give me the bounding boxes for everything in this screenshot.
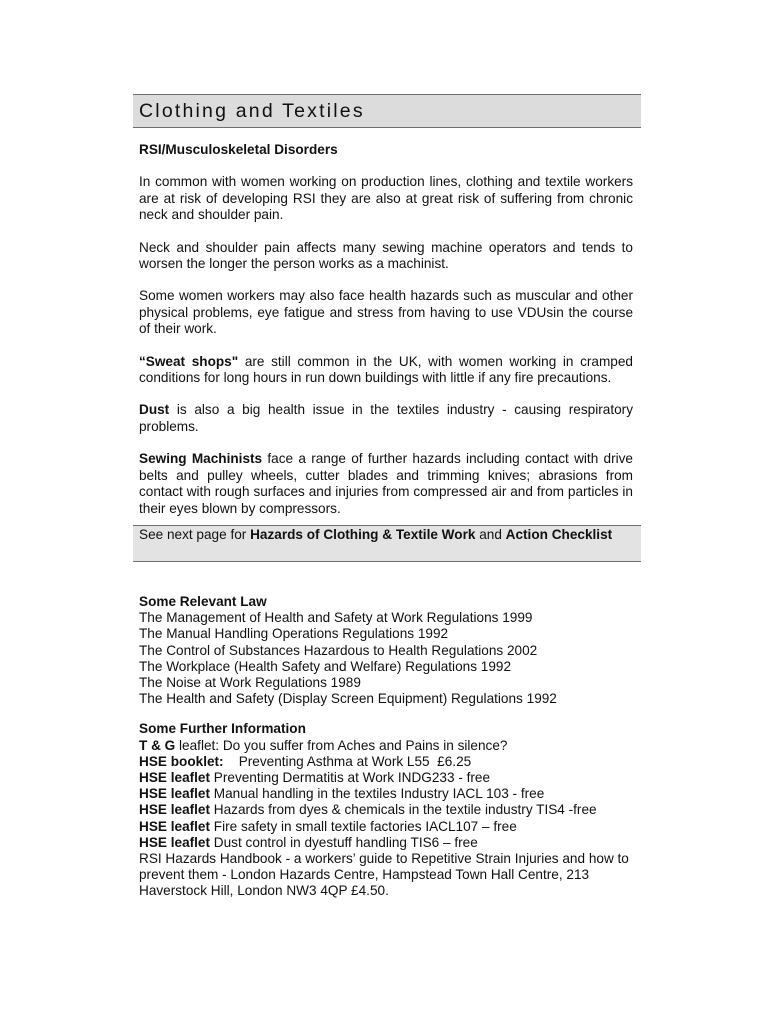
paragraph-sewing-machinists	[139, 451, 633, 517]
document-page	[133, 94, 641, 900]
info-item	[139, 754, 633, 770]
paragraph-dust	[139, 402, 633, 435]
dust-text: is also a big health issue in the textiles industry - causing respiratory problems.	[139, 402, 633, 434]
relevant-law-section	[133, 594, 641, 707]
dust-bold: Dust	[139, 402, 170, 418]
action-checklist-reference: Action Checklist	[505, 526, 613, 542]
info-item-label: HSE leaflet	[139, 834, 211, 850]
info-item-text: Hazards from dyes & chemicals in the textile industry TIS4 -free	[210, 802, 597, 818]
info-item-label: HSE booklet:	[139, 753, 224, 769]
main-content	[133, 142, 641, 517]
rsi-heading: RSI/Musculoskeletal Disorders	[139, 142, 338, 157]
sewing-machinists-bold: Sewing Machinists	[139, 451, 263, 467]
law-item: The Health and Safety (Display Screen Equipment) Regulations 1992	[139, 691, 557, 707]
paragraph-neck-pain: Neck and shoulder pain affects many sewing machine operators and tends to worsen the longer the person works as a machinist.	[139, 239, 633, 272]
sweat-shops-text: are still common in the UK, with women working in cramped conditions for long hours in run down buildings with little if any fire precautions.	[139, 353, 633, 386]
law-item: The Workplace (Health Safety and Welfare) Regulations 1992	[139, 658, 512, 674]
title-bar	[133, 94, 641, 128]
rsi-handbook-reference: RSI Hazards Handbook - a workers’ guide to Repetitive Strain Injuries and how to prevent them - London Hazards Centre, Hampstead Town Hall Centre, 213 Haverstock Hill, London NW3 4QP £4.50.	[139, 850, 629, 899]
info-item-label: HSE leaflet	[139, 802, 211, 818]
paragraph-other-hazards: Some women workers may also face health hazards such as muscular and other physical problems, eye fatigue and stress from having to use VDUsin the course of their work.	[139, 288, 633, 337]
page-title: Clothing and Textiles	[139, 99, 365, 122]
info-item-label: HSE leaflet	[139, 818, 211, 834]
info-item	[139, 835, 633, 851]
info-item-text: Manual handling in the textiles Industry IACL 103 - free	[210, 786, 545, 802]
sewing-machinists-text: face a range of further hazards including contact with drive belts and pulley wheels, cutter blades and trimming knives; abrasions from contact with rough surfaces and injuries from compressed air and from particles in their eyes blown by compressors.	[139, 451, 633, 516]
further-information-section	[133, 721, 641, 899]
see-next-middle: and	[475, 526, 506, 542]
info-item	[139, 802, 633, 818]
law-item: The Control of Substances Hazardous to Health Regulations 2002	[139, 642, 538, 658]
paragraph-rsi-intro: In common with women working on production lines, clothing and textile workers are at risk of developing RSI they are also at great risk of suffering from chronic neck and shoulder pain.	[139, 174, 633, 223]
hazards-reference: Hazards of Clothing & Textile Work	[250, 526, 476, 542]
info-item-label: HSE leaflet	[139, 769, 211, 785]
info-item-text: Preventing Asthma at Work L55 £6.25	[223, 753, 472, 769]
law-heading: Some Relevant Law	[139, 593, 267, 609]
info-item	[139, 786, 633, 802]
law-item: The Manual Handling Operations Regulations 1992	[139, 626, 449, 642]
info-item-text: Fire safety in small textile factories IACL107 – free	[210, 818, 517, 834]
law-item: The Management of Health and Safety at Work Regulations 1999	[139, 610, 533, 626]
info-item-text: Preventing Dermatitis at Work INDG233 - free	[210, 769, 491, 785]
see-next-page-box	[133, 525, 641, 562]
law-item: The Noise at Work Regulations 1989	[139, 674, 361, 690]
info-item	[139, 819, 633, 835]
info-item-label: HSE leaflet	[139, 786, 211, 802]
info-item-text: Dust control in dyestuff handling TIS6 – free	[210, 834, 478, 850]
info-item	[139, 770, 633, 786]
see-next-prefix: See next page for	[139, 526, 251, 542]
info-item-label: T & G	[139, 737, 176, 753]
info-heading: Some Further Information	[139, 721, 306, 737]
info-item-text: leaflet: Do you suffer from Aches and Pains in silence?	[175, 737, 508, 753]
info-item	[139, 738, 633, 754]
paragraph-sweat-shops	[139, 354, 633, 387]
sweat-shops-bold: “Sweat shops"	[139, 353, 239, 369]
